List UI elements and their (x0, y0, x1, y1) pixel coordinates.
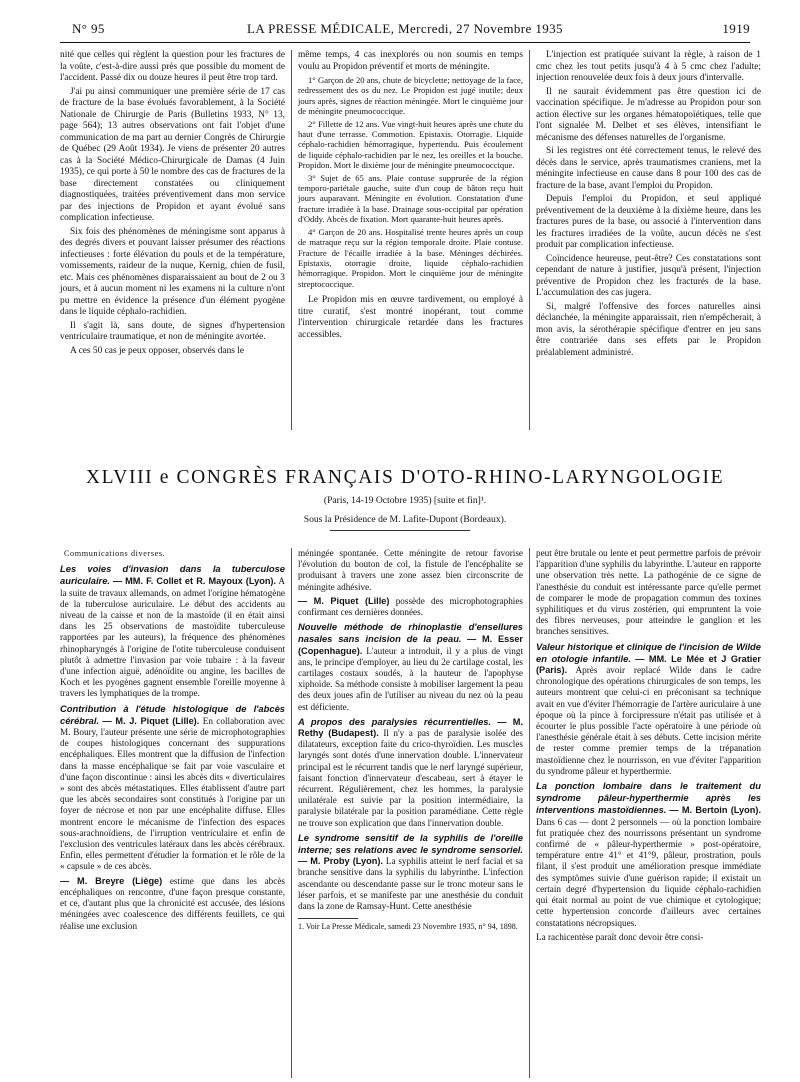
page-number: 1919 (722, 21, 750, 36)
paragraph: Coïncidence heureuse, peut-être? Ces constatations sont cependant de nature à justifier, jusqu'à présent, l'injection préventive de Propidon chez les fracturés de la base. L'accumulation des cas jugera. (536, 253, 761, 298)
communication-title: La ponction lombaire dans le traitement du syndrome pâleur-hyperthermie après les interventions mastoïdiennes. (536, 780, 761, 816)
communication-text: Il n'y a pas de paralysie isolée des dilatateurs, exception faite du crico-thyroïdien. Les muscles laryngés sont dotés d'une innervation double. L'innervateur principal est le récurrent tandis que le nerf laryngé supérieur, faisant fonction d'innervateur d'escabeau, sert à étayer le récurrent. Régulièrement, chez les hommes, la paralysie unilatérale est suivie par la position intermédiaire, la paralysie bilatérale par la position paramédiane. Cette règle ne trouve son explication que dans l'innervation double. (298, 728, 524, 828)
paragraph: Il s'agit là, sans doute, de signes d'hypertension ventriculaire traumatique, et non de méningite avortée. (60, 320, 285, 342)
paragraph: même temps, 4 cas inexplorés ou non soumis en temps voulu au Propidon préventif et morts de méningite. (298, 50, 523, 72)
communication-authors: — MM. F. Collet et R. Mayoux (Lyon). (112, 576, 277, 587)
bottom-column-3 (536, 548, 761, 946)
communication-text: L'auteur a introduit, il y a plus de vingt ans, le principe d'employer, au lieu du 2e cartilage costal, les cartilages costaux soudés, à la hauteur de l'apophyse xiphoïde. Sa méthode consiste à mobiliser largement la peau des deux joues afin de l'utiliser au niveau du nez où la peau est déficiente. (298, 645, 523, 712)
congress-dates: (Paris, 14-19 Octobre 1935) [suite et fin]¹. (323, 495, 487, 506)
column-divider (291, 50, 292, 430)
paragraph: Le Propidon mis en œuvre tardivement, ou employé à titre curatif, s'est montré inopérant, tout comme l'intervention chirurgicale retardée dans les fractures accessibles. (298, 295, 523, 340)
top-column-1 (60, 50, 285, 359)
communication (298, 548, 523, 593)
communication-authors: — M. Esser (Copenhague). (298, 634, 524, 656)
paragraph: Si les registres ont été correctement tenus, le relevé des décès dans le service, après traumatismes craniens, met la méningite infectieuse en cause dans 8 pour 100 des cas de fracture de la base, avant l'emploi du Propidon. (536, 146, 761, 191)
congress-report (60, 548, 762, 1078)
communication-text: La rachicentèse paraît donc devoir être consi- (536, 931, 704, 942)
communication-authors: — M. Bertoin (Lyon). (669, 805, 762, 816)
communication-text: méningée spontanée. Cette méningite de retour favorise l'évolution du bouton de col, la fistule de l'encéphalite se produisant à travers une zone assez bien circonscrite de méningite adhésive. (298, 548, 523, 592)
running-header (60, 20, 750, 43)
communication-text: Après avoir replacé Wilde dans le cadre chronologique des opérations chirurgicales de son temps, les auteurs montrent que celui-ci en préconisant sa technique avait en vue d'éviter l'hémorragie de l'artère auriculaire à une époque où la pince à forcipressure n'était pas utilisée et à écourter le plus possible l'acte opératoire à une période où l'anesthésie générale était à ses débuts. Cette incision mérite de rester comme premier temps de la trépanation mastoïdienne chez le nourrisson, en vue d'éviter l'apparition du syndrome pâleur et hyperthermie. (536, 665, 761, 776)
case-item: 3° Sujet de 65 ans. Plaie contuse supprurée de la région temporo-pariétale gauche, suite d'un coup de bâton reçu huit jours auparavant. Méningite en évolution. Constatation d'une fracture irradiée à la base. Drainage sous-occipital par opération d'Oddy. Abcès de fixation. Mort quarante-huit heures après. (298, 172, 523, 225)
communication-text: En collaboration avec M. Boury, l'auteur présente une série de microphotographies de coupes histologiques concernant des suppurations encéphaliques. Elles montrent que la diffusion de l'infection dans la masse encéphalique se fait par voie vasculaire et d'une façon discontinue : ainsi les abcès dits « diverticulaires » sont des abcès métastatiques. Elles établissent d'autre part que les abcès secondaires sont constitués à l'origine par un foyer de nécrose et non par une encéphalite diffuse. Elles montrent encore le mécanisme de l'infection des espaces sous-arachnoïdiens, de l'irruption ventriculaire et enfin de l'exclusion des ventricules latéraux dans les abcès cérébraux. Enfin, elles permettent d'étudier la formation et le rôle de la « capsule » de ces abcès. (60, 715, 286, 872)
communication (60, 876, 285, 932)
journal-title: LA PRESSE MÉDICALE, Mercredi, 27 Novembre 1935 (247, 21, 563, 36)
communication (536, 641, 761, 777)
section-rule (330, 530, 470, 531)
communication (298, 621, 523, 713)
case-list (298, 75, 523, 289)
top-column-2 (298, 50, 523, 343)
communication (536, 932, 761, 943)
communication-authors: — M. J. Piquet (Lille). (102, 715, 200, 726)
column-divider (291, 548, 292, 1078)
paragraph: Si, malgré l'offensive des forces naturelles ainsi déclanchée, la méningite apparaissait, rien n'empêcherait, à mon avis, la sérothérapie spécifique d'entrer en jeu sans être contrariée dans ses effets par le Propidon préalablement administré. (536, 301, 761, 358)
paragraph: J'ai pu ainsi communiquer une première série de 17 cas de fracture de la base évolués favorablement, à la Société Nationale de Chirurgie de Paris (Bulletins 1933, N° 13, page 564); 13 autres observations ont fait l'objet d'une communication de ma part au dernier Congrès de Chirurgie de Québec (29 Août 1934). Je viens de présenter 20 autres cas à la Société Médico-Chirurgicale de Damas (4 Juin 1935), ce qui porte à 50 le nombre des cas de fractures de la base directement constatées ou cliniquement diagnostiquées, traitées préventivement dans mon service par des injections de Propidon et ayant évolué sans complication infectieuse. (60, 86, 285, 223)
communication-text: A la suite de travaux allemands, on admet l'origine hématogène de la tuberculose auriculaire. Le début des accidents au niveau de la caisse et non de la mastoïde (il en était ainsi dans les 25 observations de mastoïdite tuberculeuse rapportées par les auteurs), la fréquence des phénomènes rhinopharyngés à l'origine de l'otite tuberculeuse conduisent plutôt à admettre l'invasion par voie tubaire : à la faveur d'une infection aiguë, adénoïdite ou angine, les bacilles de Koch et les pyogènes gagnent ensemble l'oreille moyenne à travers les lymphatiques de la trompe. (60, 576, 286, 699)
paragraph: nité que celles qui règlent la question pour les fractures de la voûte, c'est-à-dire aussi près que possible du moment de l'accident. Passé dix ou douze heures il peut être trop tard. (60, 50, 285, 83)
paragraph: Depuis l'emploi du Propidon, et seul appliqué préventivement de la deuxième à la dixième heure, dans les fractures pures de la base, ou associé à l'intervention dans les fractures irradiées de la voûte, aucun décès ne s'est produit par complication infectieuse. (536, 194, 761, 250)
column-divider (529, 548, 530, 1078)
congress-title: XLVIII e CONGRÈS FRANÇAIS D'OTO-RHINO-LARYNGOLOGIE (85, 467, 725, 488)
paragraph: L'injection est pratiquée suivant la règle, à raison de 1 cmc chez les tout petits jusqu'à 4 à 5 cmc chez l'adulte; injection renouvelée deux fois à deux jours d'intervalle. (536, 50, 761, 83)
communication-title: Valeur historique et clinique de l'incision de Wilde en otologie infantile. (536, 640, 761, 664)
section-heading: Communications diverses. (64, 549, 166, 558)
paragraph: A ces 50 cas je peux opposer, observés dans le (70, 345, 245, 356)
communication-text: La syphilis atteint le nerf facial et sa branche sensitive dans la syphilis du labyrinthe. L'infection ascendante ou descendante passe sur le tronc moteur sans le léser parfois, et se manifeste par une anesthésie du conduit dans la zone de Ramsay-Hunt. Cette anesthésie (298, 856, 524, 912)
bottom-column-2 (298, 548, 523, 932)
case-item: 2° Fillette de 12 ans. Vue vingt-huit heures après une chute du haut d'une terrasse. Commotion. Epistaxis. Otorragie. Liquide céphalo-rachidien hémorragique, hypertendu. Puis écoulement de liquide céphalo-rachidien par le nez, les oreilles et la bouche. Propidon. Mort le dixième jour de méningite pneumococcique. (298, 118, 523, 171)
communication-title: Nouvelle méthode de rhinoplastie d'ensellures nasales sans incision de la peau. (298, 621, 523, 645)
communication-authors: — M. Breyre (Liège) (60, 875, 163, 886)
communication-text: estime que dans les abcès encéphaliques on rencontre, d'une façon presque constante, et ce, d'autant plus que la chronicité est accusée, des lésions méningées avec coalescence des différents feuillets, ce qui réalise une exclusion (60, 875, 286, 931)
communication-authors: — MM. Le Mée et J Gratier (Paris). (536, 653, 761, 676)
paragraph: Il ne saurait évidemment pas être question ici de vaccination spécifique. Je m'adresse au Propidon pour son action élective sur les organes hématopoïétiques, telle que l'ont signalée M. Delbet et ses élèves, intensifiant le mécanisme des défenses naturelles de l'organisme. (536, 86, 761, 143)
communication (298, 596, 523, 618)
communication-text: peut être brutale ou lente et peut permettre parfois de prévoir l'apparition d'une syphilis du labyrinthe. L'auteur en rapporte une observation très nette. La pathogénie de ce signe de l'anesthésie du conduit est intéressante parce qu'elle permet de comparer le mode de propagation commun des toxines syphilitiques et du virus zostérien, qui empruntent la voie des fibres nerveuses, pour atteindre le ganglion et les branches sensitives. (536, 548, 761, 637)
footnote: 1. Voir La Presse Médicale, samedi 23 Novembre 1935, n° 94, 1898. (298, 922, 518, 932)
communication-title: Les voies d'invasion dans la tuberculose auriculaire. (60, 563, 285, 587)
issue-number: N° 95 (72, 21, 105, 36)
communication-authors: — M. Rethy (Budapest). (298, 716, 524, 739)
article-continuation (60, 50, 761, 430)
communication (298, 832, 523, 912)
paragraph: Six fois des phénomènes de méningisme sont apparus à des degrés divers et pouvant laisser présumer des réactions infectieuses : forte élévation du pouls et de la température, vomissements, raideur de la nuque, Kernig, chien de fusil, etc. Mais ces phénomènes disparaissaient au bout de 2 ou 3 jours, et à aucun moment ni les examens ni la culture n'ont pu mettre en évidence la présence d'un élément pyogène dans le liquide céphalo-rachidien. (60, 226, 285, 317)
communication-title: A propos des paralysies récurrentielles. (298, 715, 492, 727)
footnote-rule (298, 918, 358, 919)
case-item: 1° Garçon de 20 ans, chute de bicyclette; nettoyage de la face, redressement des os du nez. Le Propidon est jugé inutile; deux jours après, signes de réaction méningée. Mort le cinquième jour de méningite pneumococcique. (298, 75, 523, 117)
communication-text: possède des microphotographies confirmant ces dernières données. (298, 595, 523, 618)
communication (60, 563, 285, 699)
communication-title: Contribution à l'étude histologique de l'abcès cérébral. (60, 702, 285, 726)
top-column-3 (536, 50, 761, 361)
communication (536, 548, 761, 638)
communication-authors: — M. Proby (Lyon). (298, 856, 383, 867)
communication-text: Dans 6 cas — dont 2 personnels — où la ponction lombaire fut pratiquée chez des nourrissons présentant un syndrome confirmé de « pâleur-hyperthermie » post-opératoire, température entre 41° et 41°9, pâleur, prostration, pouls filant, il s'est produit une amélioration presque immédiate des symptômes suivie d'une guérison rapide; il existait un certain degré d'hypertension du liquide céphalo-rachidien qui était normal au point de vue chimique et cytologique; cette hypertension concorde d'ailleurs avec certaines constatations nécropsiques. (536, 816, 761, 928)
communication-authors: — M. Piquet (Lille) (298, 595, 390, 606)
communication (536, 780, 761, 929)
case-item: 4° Garçon de 20 ans. Hospitalisé trente heures après un coup de matraque reçu sur la région temporale droite. Plaie contuse. Fracture de l'écaille irradiée à la base. Méninges déchirées. Epistaxis, otorragie droite, liquide céphalo-rachidien hémorragique. Propidon. Mort le cinquième jour de méningite streptococcique. (298, 226, 523, 289)
communication (60, 703, 285, 873)
congress-presidency: Sous la Présidence de M. Lafite-Dupont (Bordeaux). (303, 514, 507, 525)
column-divider (529, 50, 530, 430)
bottom-column-1 (60, 548, 285, 935)
communication (298, 716, 523, 829)
communication-title: Le syndrome sensitif de la syphilis de l'oreille interne; ses relations avec le syndrome sensoriel. (298, 831, 523, 856)
